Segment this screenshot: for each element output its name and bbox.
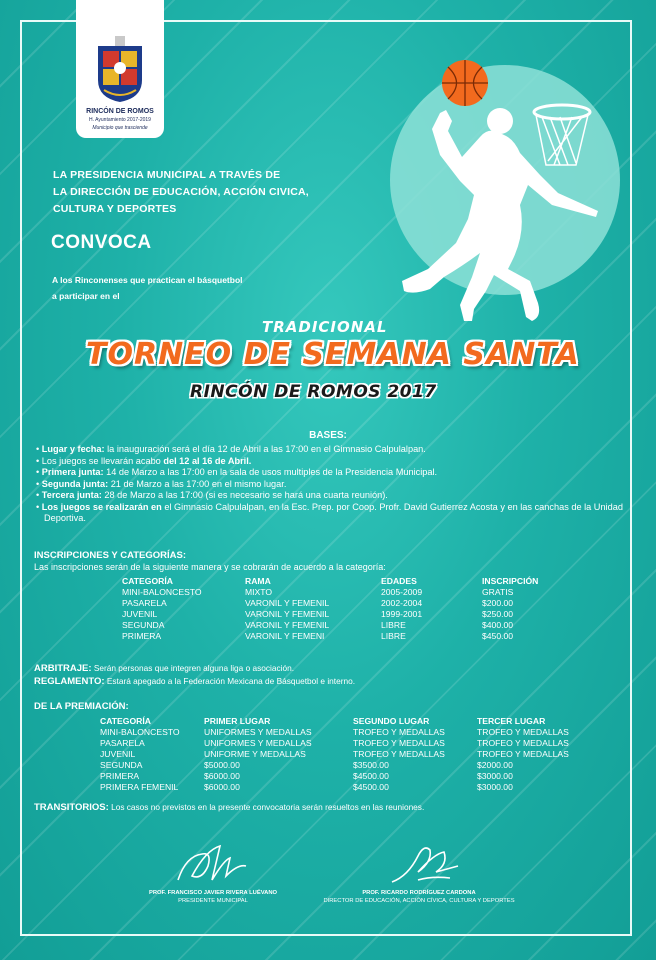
table-cell: $6000.00 bbox=[204, 771, 240, 781]
table-cell: $4500.00 bbox=[353, 782, 389, 792]
table-header-row bbox=[100, 716, 587, 727]
table-cell: PRIMERA FEMENIL bbox=[100, 782, 179, 792]
header-line: LA PRESIDENCIA MUNICIPAL A TRAVÉS DE bbox=[53, 169, 281, 181]
table-cell: MINI-BALONCESTO bbox=[122, 587, 202, 597]
table-cell: 1999-2001 bbox=[381, 609, 423, 619]
table-cell: $3000.00 bbox=[477, 771, 513, 781]
table-cell: $5000.00 bbox=[204, 760, 240, 770]
table-cell: TROFEO Y MEDALLAS bbox=[353, 727, 445, 737]
table-cell: SEGUNDA bbox=[100, 760, 143, 770]
table-header-cell: SEGUNDO LUGAR bbox=[353, 716, 430, 726]
table-header-cell: TERCER LUGAR bbox=[477, 716, 546, 726]
table-cell: JUVENIL bbox=[122, 609, 158, 619]
table-cell: SEGUNDA bbox=[122, 620, 165, 630]
table-cell: MINI-BALONCESTO bbox=[100, 727, 180, 737]
table-row bbox=[100, 782, 587, 793]
table-cell: PASARELA bbox=[100, 738, 145, 748]
title-torneo: TORNEO DE SEMANA SANTA bbox=[86, 337, 580, 372]
table-cell: TROFEO Y MEDALLAS bbox=[477, 727, 569, 737]
header-line: CULTURA Y DEPORTES bbox=[53, 203, 177, 215]
table-cell: $450.00 bbox=[482, 631, 514, 641]
intro-line: A los Rinconenses que practican el básquetbol bbox=[52, 275, 243, 285]
signature-block-1 bbox=[118, 889, 308, 905]
bases-item bbox=[36, 479, 628, 491]
table-cell: $3000.00 bbox=[477, 782, 513, 792]
inscripciones-title: INSCRIPCIONES Y CATEGORÍAS: bbox=[34, 550, 187, 561]
logo-motto: Municipio que trasciende bbox=[92, 125, 148, 131]
table-cell: $3500.00 bbox=[353, 760, 389, 770]
table-cell: $4500.00 bbox=[353, 771, 389, 781]
table-cell: UNIFORME Y MEDALLAS bbox=[204, 749, 306, 759]
table-header-cell: CATEGORÍA bbox=[122, 576, 173, 586]
table-cell: UNIFORMES Y MEDALLAS bbox=[204, 727, 312, 737]
bases-item-text: 14 de Marzo a las 17:00 en la sala de usos multiples de la Presidencia Municipal. bbox=[103, 467, 438, 477]
logo-name: RINCÓN DE ROMOS bbox=[86, 108, 154, 115]
table-cell: JUVENIL bbox=[100, 749, 136, 759]
signature-1-icon bbox=[172, 836, 252, 888]
reglamento-note bbox=[34, 676, 355, 687]
bases-item-bold: Los juegos se realizarán en bbox=[41, 501, 162, 512]
table-header-cell: EDADES bbox=[381, 576, 417, 586]
header-text bbox=[53, 167, 309, 218]
table-cell: PRIMERA bbox=[122, 631, 162, 641]
table-header-row bbox=[122, 576, 562, 587]
table-header-cell: CATEGORÍA bbox=[100, 716, 151, 726]
table-cell: MIXTO bbox=[245, 587, 273, 597]
header-line: LA DIRECCIÓN DE EDUCACIÓN, ACCIÓN CIVICA, bbox=[53, 186, 309, 198]
table-cell: $250.00 bbox=[482, 609, 514, 619]
convoca-heading: CONVOCA bbox=[51, 232, 152, 253]
table-row bbox=[122, 587, 562, 598]
signature-2-icon bbox=[388, 836, 468, 888]
table-cell: $400.00 bbox=[482, 620, 514, 630]
table-row bbox=[122, 598, 562, 609]
bases-item-text: 21 de Marzo a las 17:00 en el mismo lugar. bbox=[108, 478, 287, 489]
table-row bbox=[100, 760, 587, 771]
bases-item-bold: Primera junta: bbox=[41, 467, 104, 477]
table-cell: VARONIL Y FEMENIL bbox=[245, 620, 330, 630]
premiacion-title: DE LA PREMIACIÓN: bbox=[34, 701, 129, 712]
bases-item bbox=[36, 444, 628, 456]
arbitraje-label: ARBITRAJE: bbox=[34, 663, 92, 674]
table-cell: TROFEO Y MEDALLAS bbox=[353, 738, 445, 748]
title-rincon: RINCÓN DE ROMOS 2017 bbox=[190, 382, 437, 402]
bases-item bbox=[36, 456, 628, 468]
intro-text bbox=[52, 272, 243, 304]
table-cell: TROFEO Y MEDALLAS bbox=[477, 738, 569, 748]
signature-block-2 bbox=[290, 889, 548, 905]
basketball-player-icon bbox=[390, 55, 620, 345]
bases-item bbox=[36, 467, 628, 479]
bases-item-text: 28 de Marzo a las 17:00 (si es necesario se hará una cuarta reunión). bbox=[101, 490, 388, 500]
inscripciones-desc: Las inscripciones serán de la siguiente manera y se cobrarán de acuerdo a la categoría: bbox=[34, 562, 386, 572]
table-cell: LIBRE bbox=[381, 631, 406, 641]
table-header-cell: PRIMER LUGAR bbox=[204, 716, 271, 726]
table-cell: $6000.00 bbox=[204, 782, 240, 792]
signature-title: DIRECTOR DE EDUCACIÓN, ACCIÓN CÍVICA, CULTURA Y DEPORTES bbox=[323, 898, 515, 904]
table-cell: TROFEO Y MEDALLAS bbox=[353, 749, 445, 759]
bases-item-text: el Gimnasio Calpulalpan, en la Esc. Prep. por Coop. Profr. David Gutierrez Acosta y en las canchas de la Unidad Deportiva. bbox=[44, 501, 623, 523]
bases-item-tail: del 12 al 16 de Abril. bbox=[163, 455, 252, 466]
transitorios-label: TRANSITORIOS: bbox=[34, 802, 109, 813]
bases-item-text: Los juegos se llevarán acabo bbox=[41, 455, 164, 466]
table-row bbox=[100, 727, 587, 738]
table-cell: $2000.00 bbox=[477, 760, 513, 770]
coat-of-arms-icon bbox=[94, 36, 146, 104]
reglamento-text: Estará apegado a la Federación Mexicana de Básquetbol e interno. bbox=[104, 676, 356, 686]
arbitraje-note bbox=[34, 663, 294, 674]
table-row bbox=[122, 631, 562, 642]
bases-item-bold: Lugar y fecha: bbox=[41, 444, 105, 454]
table-header-cell: INSCRIPCIÓN bbox=[482, 576, 539, 586]
table-cell: TROFEO Y MEDALLAS bbox=[477, 749, 569, 759]
reglamento-label: REGLAMENTO: bbox=[34, 676, 105, 687]
table-cell: 2002-2004 bbox=[381, 598, 423, 608]
bases-item-text: la inauguración será el día 12 de Abril a las 17:00 en el Gimnasio Calpulalpan. bbox=[104, 444, 426, 454]
municipal-logo bbox=[76, 0, 164, 138]
intro-line: a participar en el bbox=[52, 291, 120, 301]
arbitraje-text: Serán personas que integren alguna liga o asociación. bbox=[91, 663, 295, 673]
table-row bbox=[100, 738, 587, 749]
table-row bbox=[100, 749, 587, 760]
table-cell: $200.00 bbox=[482, 598, 514, 608]
table-cell: LIBRE bbox=[381, 620, 406, 630]
table-row bbox=[100, 771, 587, 782]
table-row bbox=[122, 620, 562, 631]
bases-item bbox=[36, 502, 628, 525]
transitorios-text: Los casos no previstos en la presente convocatoria serán resueltos en las reuniones. bbox=[108, 802, 425, 812]
table-cell: PRIMERA bbox=[100, 771, 140, 781]
signature-name: PROF. RICARDO RODRÍGUEZ CARDONA bbox=[362, 890, 476, 896]
table-row bbox=[122, 609, 562, 620]
table-header-cell: RAMA bbox=[245, 576, 271, 586]
table-cell: PASARELA bbox=[122, 598, 167, 608]
signature-name: PROF. FRANCISCO JAVIER RIVERA LUÉVANO bbox=[148, 890, 278, 896]
table-cell: 2005-2009 bbox=[381, 587, 423, 597]
inscripciones-table bbox=[122, 576, 562, 642]
bases-item bbox=[36, 490, 628, 502]
bases-item-bold: Segunda junta: bbox=[41, 478, 109, 489]
table-cell: GRATIS bbox=[482, 587, 514, 597]
table-cell: UNIFORMES Y MEDALLAS bbox=[204, 738, 312, 748]
bases-title: BASES: bbox=[309, 430, 347, 441]
logo-sub: H. Ayuntamiento 2017-2019 bbox=[89, 117, 151, 123]
table-cell: VARONIL Y FEMENIL bbox=[245, 609, 330, 619]
table-cell: VARONIL Y FEMENIL bbox=[245, 598, 330, 608]
table-cell: VARONIL Y FEMENI bbox=[245, 631, 325, 641]
bases-item-bold: Tercera junta: bbox=[41, 490, 102, 500]
transitorios-note bbox=[34, 802, 424, 813]
signature-title: PRESIDENTE MUNICIPAL bbox=[178, 898, 248, 904]
premiacion-table bbox=[100, 716, 587, 793]
title-tradicional: TRADICIONAL bbox=[262, 318, 388, 336]
bases-list bbox=[36, 444, 628, 525]
